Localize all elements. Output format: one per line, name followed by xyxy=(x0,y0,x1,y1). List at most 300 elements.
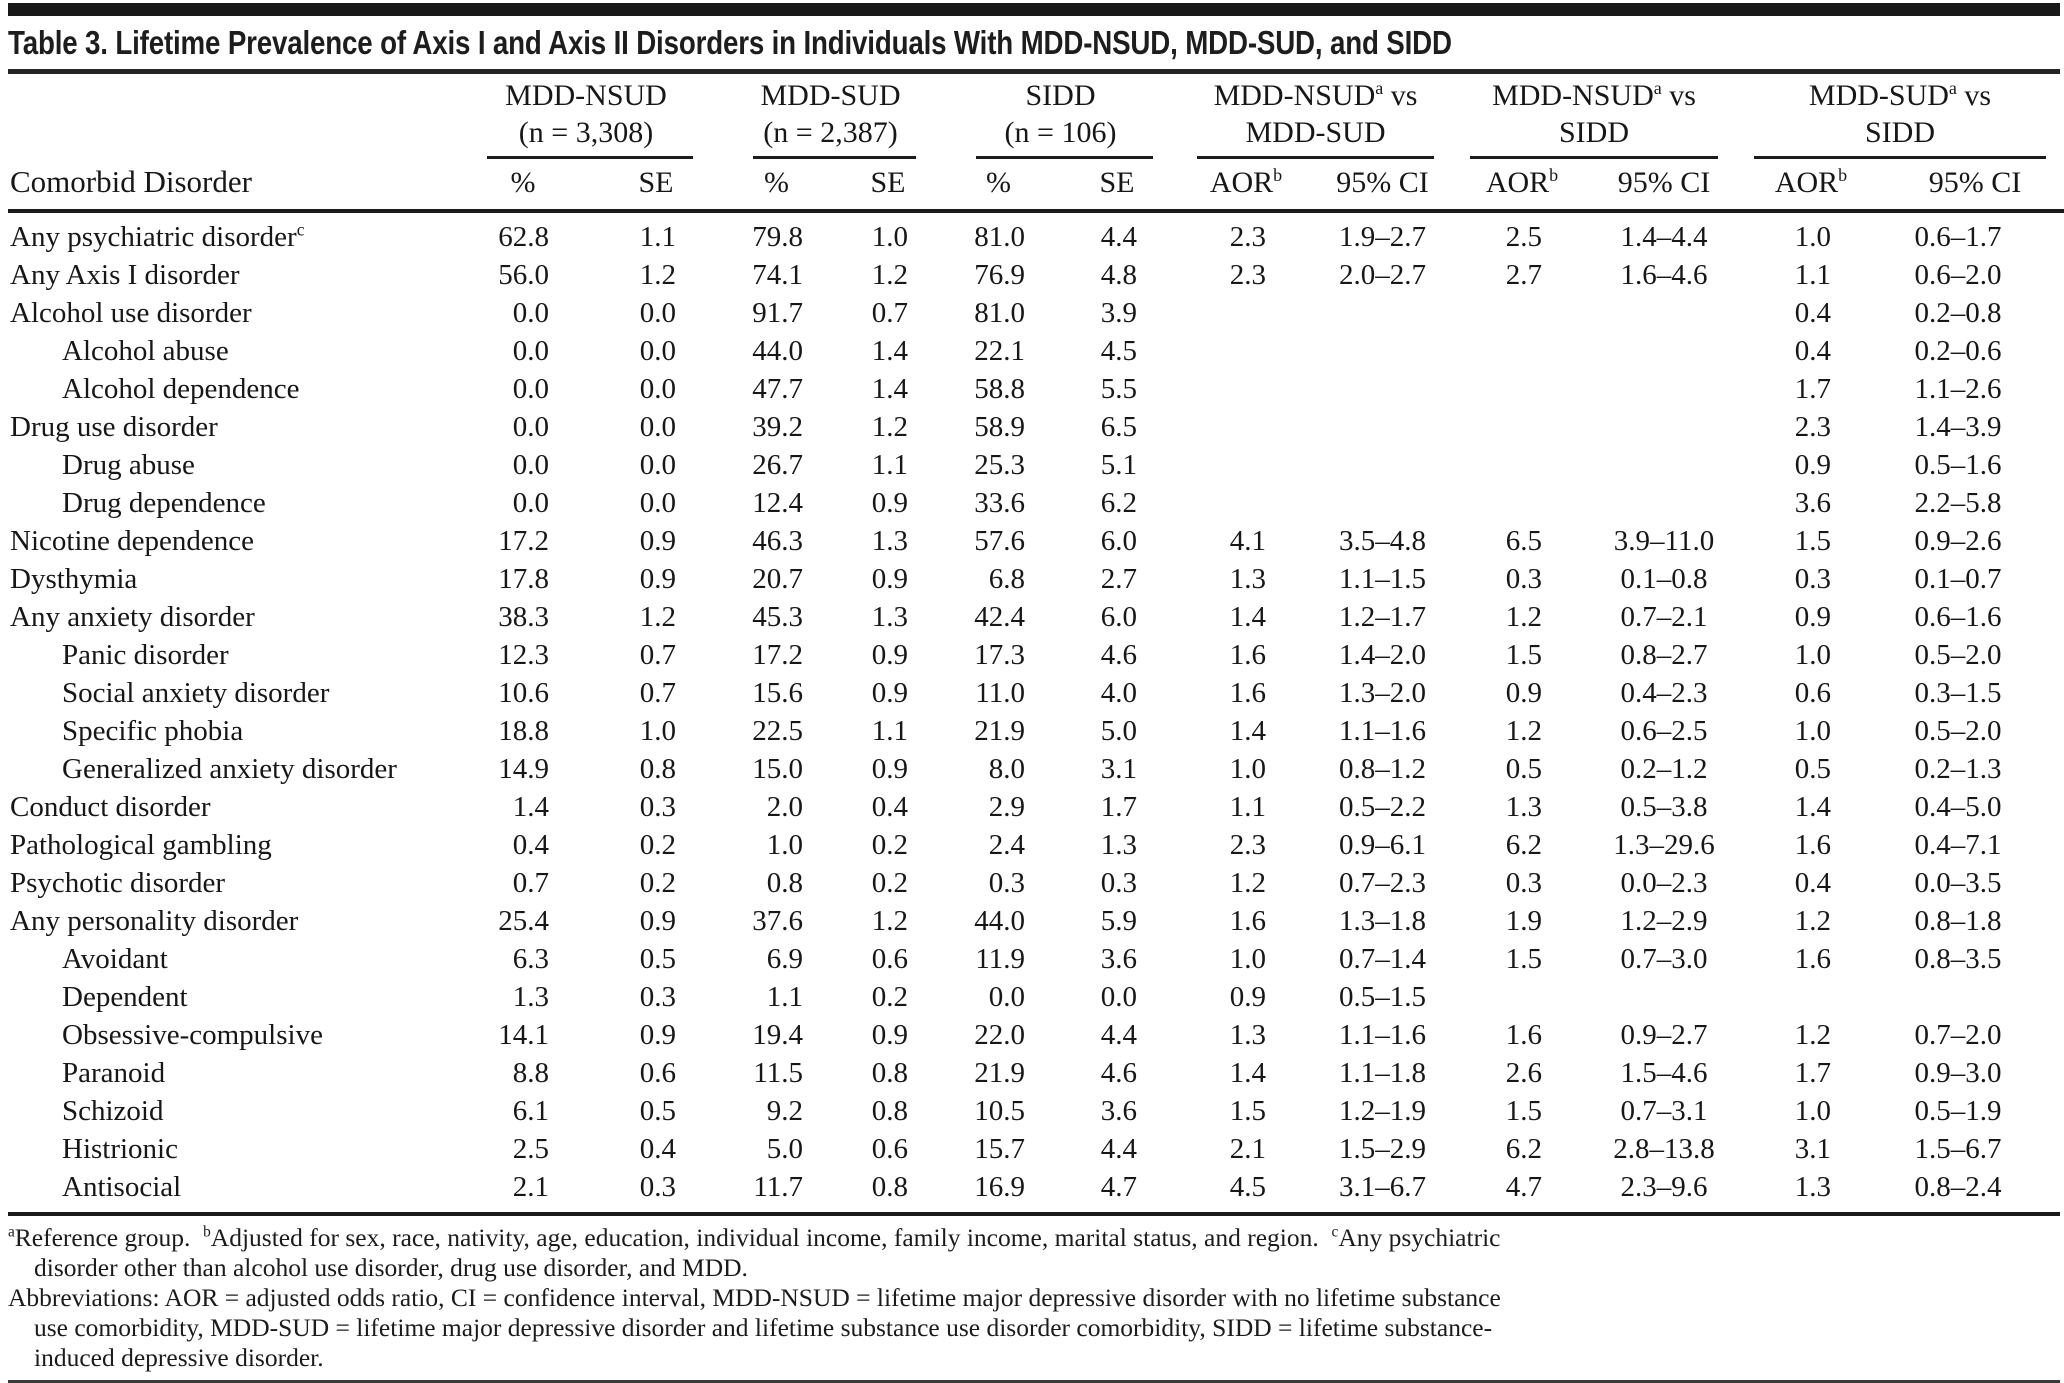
cell: 58.9 xyxy=(974,411,1025,443)
column-group-mdd-nsud xyxy=(453,77,719,159)
cell: 1.3 xyxy=(1100,829,1137,861)
cell: 15.0 xyxy=(752,753,803,785)
cell: 1.1–1.6 xyxy=(1339,715,1426,747)
cell: 1.4 xyxy=(1229,1057,1266,1089)
cell: 25.3 xyxy=(974,449,1025,481)
table-row xyxy=(8,978,2064,1016)
cell: 0.5–2.0 xyxy=(1914,639,2002,671)
cell: 47.7 xyxy=(752,373,803,405)
cell xyxy=(1313,446,1452,484)
cell: 6.3 xyxy=(512,943,549,975)
cell: 0.9 xyxy=(1505,677,1542,709)
cell: 0.7–1.4 xyxy=(1339,943,1426,975)
cell: 0.2 xyxy=(871,829,908,861)
cell: 0.3 xyxy=(639,791,676,823)
cell: 1.3 xyxy=(871,601,908,633)
cell: 0.5–2.2 xyxy=(1339,791,1426,823)
row-header-spacer xyxy=(8,77,453,159)
row-label: Dependent xyxy=(62,981,188,1013)
cell: 2.0–2.7 xyxy=(1339,259,1426,291)
column-header-95-ci: 95% CI xyxy=(1313,159,1452,211)
cell: 6.8 xyxy=(988,563,1025,595)
cell: 1.6 xyxy=(1505,1019,1542,1051)
cell: 21.9 xyxy=(974,1057,1025,1089)
row-label: Panic disorder xyxy=(62,639,229,671)
cell xyxy=(1313,370,1452,408)
cell: 26.7 xyxy=(752,449,803,481)
cell: 22.5 xyxy=(752,715,803,747)
cell: 1.5 xyxy=(1505,943,1542,975)
cell: 1.5 xyxy=(1505,1095,1542,1127)
cell: 1.2 xyxy=(639,259,676,291)
cell xyxy=(1452,484,1592,522)
cell: 0.9 xyxy=(871,639,908,671)
cell: 0.8 xyxy=(871,1171,908,1203)
cell: 0.0 xyxy=(512,335,549,367)
cell: 1.2 xyxy=(871,259,908,291)
cell: 0.6 xyxy=(639,1057,676,1089)
cell xyxy=(1313,484,1452,522)
cell: 0.2–1.2 xyxy=(1620,753,1708,785)
cell: 22.0 xyxy=(974,1019,1025,1051)
cell: 0.3 xyxy=(1100,867,1137,899)
cell: 1.2 xyxy=(1505,715,1542,747)
cell: 0.2 xyxy=(871,867,908,899)
cell: 0.0 xyxy=(512,297,549,329)
cell: 1.5–4.6 xyxy=(1620,1057,1708,1089)
cell: 6.5 xyxy=(1505,525,1542,557)
cell: 0.2 xyxy=(639,867,676,899)
cell: 0.9 xyxy=(871,1019,908,1051)
cell: 0.7–2.3 xyxy=(1339,867,1426,899)
cell: 4.4 xyxy=(1100,1133,1137,1165)
cell: 0.0 xyxy=(639,487,676,519)
cell: 1.4 xyxy=(871,335,908,367)
cell: 0.4 xyxy=(639,1133,676,1165)
cell: 1.2 xyxy=(1229,867,1266,899)
table-row xyxy=(8,826,2064,864)
column-group-title: MDD-NSUD (n = 3,308) xyxy=(505,79,667,149)
cell: 0.9 xyxy=(1229,981,1266,1013)
row-label: Specific phobia xyxy=(62,715,244,747)
cell: 4.4 xyxy=(1100,1019,1137,1051)
cell: 0.8–2.7 xyxy=(1620,639,1708,671)
cell: 10.5 xyxy=(974,1095,1025,1127)
cell: 0.4–5.0 xyxy=(1914,791,2002,823)
cell: 74.1 xyxy=(752,259,803,291)
table-row xyxy=(8,1092,2064,1130)
cell: 4.7 xyxy=(1505,1171,1542,1203)
cell: 8.8 xyxy=(512,1057,549,1089)
cell: 0.0 xyxy=(512,373,549,405)
cell: 11.9 xyxy=(975,943,1025,975)
cell: 0.2–0.6 xyxy=(1914,335,2002,367)
cell: 0.4 xyxy=(871,791,908,823)
table-row xyxy=(8,712,2064,750)
cell: 1.6 xyxy=(1794,943,1831,975)
row-label: Schizoid xyxy=(62,1095,164,1127)
cell xyxy=(1736,978,1886,1016)
cell: 0.9 xyxy=(1794,449,1831,481)
cell: 0.8 xyxy=(871,1095,908,1127)
cell: 1.3–1.8 xyxy=(1339,905,1426,937)
cell: 0.6 xyxy=(1794,677,1831,709)
cell: 1.5–2.9 xyxy=(1339,1133,1426,1165)
row-label: Antisocial xyxy=(62,1171,182,1203)
row-label: Pathological gambling xyxy=(10,829,272,861)
cell: 2.2–5.8 xyxy=(1914,487,2002,519)
cell: 5.9 xyxy=(1100,905,1137,937)
cell: 3.6 xyxy=(1100,1095,1137,1127)
cell: 1.6 xyxy=(1229,905,1266,937)
footnotes xyxy=(8,1223,1538,1373)
cell: 1.9–2.7 xyxy=(1339,221,1426,253)
cell xyxy=(1179,370,1313,408)
cell: 0.3 xyxy=(639,1171,676,1203)
cell xyxy=(1592,978,1736,1016)
cell: 4.0 xyxy=(1100,677,1137,709)
cell: 0.0 xyxy=(639,373,676,405)
cell: 0.7 xyxy=(512,867,549,899)
cell: 0.5–1.5 xyxy=(1339,981,1426,1013)
row-label: Alcohol dependence xyxy=(62,373,300,405)
cell: 1.0 xyxy=(1794,715,1831,747)
cell: 0.9 xyxy=(639,563,676,595)
cell: 1.2 xyxy=(1794,905,1831,937)
cell: 0.4 xyxy=(1794,335,1831,367)
cell: 19.4 xyxy=(752,1019,803,1051)
cell: 0.8–3.5 xyxy=(1914,943,2002,975)
cell: 11.7 xyxy=(753,1171,803,1203)
cell: 81.0 xyxy=(974,297,1025,329)
cell: 0.8–1.2 xyxy=(1339,753,1426,785)
cell: 0.9–6.1 xyxy=(1339,829,1426,861)
column-header-95-ci: 95% CI xyxy=(1886,159,2064,211)
table-row xyxy=(8,674,2064,712)
cell: 15.6 xyxy=(752,677,803,709)
cell: 0.5 xyxy=(639,943,676,975)
cell: 17.2 xyxy=(752,639,803,671)
cell: 6.2 xyxy=(1100,487,1137,519)
cell: 1.1 xyxy=(1229,791,1266,823)
cell xyxy=(1592,408,1736,446)
cell: 0.6–1.7 xyxy=(1914,221,2002,253)
cell: 2.8–13.8 xyxy=(1613,1133,1715,1165)
cell: 57.6 xyxy=(974,525,1025,557)
cell: 25.4 xyxy=(498,905,549,937)
cell: 11.5 xyxy=(753,1057,803,1089)
table-row xyxy=(8,750,2064,788)
cell xyxy=(1452,408,1592,446)
column-header--: % xyxy=(453,159,593,211)
cell: 0.7–3.1 xyxy=(1620,1095,1708,1127)
cell: 3.6 xyxy=(1100,943,1137,975)
cell: 1.1 xyxy=(871,715,908,747)
cell: 0.0 xyxy=(639,449,676,481)
cell: 1.6–4.6 xyxy=(1620,259,1708,291)
cell: 2.7 xyxy=(1505,259,1542,291)
table-row xyxy=(8,256,2064,294)
cell xyxy=(1179,484,1313,522)
cell: 0.4–7.1 xyxy=(1914,829,2002,861)
cell: 8.0 xyxy=(988,753,1025,785)
cell: 81.0 xyxy=(974,221,1025,253)
cell: 1.7 xyxy=(1100,791,1137,823)
cell: 0.6 xyxy=(871,1133,908,1165)
cell: 0.6 xyxy=(871,943,908,975)
table-row xyxy=(8,902,2064,940)
cell: 37.6 xyxy=(752,905,803,937)
cell: 2.1 xyxy=(512,1171,549,1203)
table-row xyxy=(8,484,2064,522)
cell: 5.5 xyxy=(1100,373,1137,405)
footnote-paragraph-1: $^a$Reference group. $^b$Adjusted for sex, race, nativity, age, education, individual income, family income, marital status, and region. $^c$Any psychiatric disorder other than alcohol use disorder, drug use disorder, and MDD. xyxy=(8,1223,1507,1282)
column-header-95-ci: 95% CI xyxy=(1592,159,1736,211)
cell: 2.3 xyxy=(1794,411,1831,443)
cell: 0.5 xyxy=(1794,753,1831,785)
cell xyxy=(1313,332,1452,370)
cell: 0.7 xyxy=(639,639,676,671)
cell: 1.4 xyxy=(1229,601,1266,633)
cell: 1.6 xyxy=(1794,829,1831,861)
column-group-title: MDD-SUD$^a$ vs SIDD xyxy=(1808,78,1992,149)
cell: 3.6 xyxy=(1794,487,1831,519)
cell: 1.0 xyxy=(639,715,676,747)
cell: 1.3 xyxy=(1229,1019,1266,1051)
cell: 2.0 xyxy=(766,791,803,823)
cell: 0.9 xyxy=(871,563,908,595)
table-row xyxy=(8,1130,2064,1168)
cell: 17.2 xyxy=(498,525,549,557)
cell: 79.8 xyxy=(752,221,803,253)
cell: 5.0 xyxy=(1100,715,1137,747)
cell: 4.8 xyxy=(1100,259,1137,291)
cell: 1.1–1.5 xyxy=(1339,563,1426,595)
cell: 18.8 xyxy=(498,715,549,747)
prevalence-table xyxy=(8,77,2064,1206)
cell: 0.0 xyxy=(639,297,676,329)
cell: 1.4–3.9 xyxy=(1914,411,2002,443)
cell xyxy=(1592,332,1736,370)
cell: 1.6 xyxy=(1229,639,1266,671)
cell: 0.8–1.8 xyxy=(1914,905,2002,937)
cell: 0.9–2.7 xyxy=(1620,1019,1708,1051)
cell: 2.1 xyxy=(1229,1133,1266,1165)
cell: 1.0 xyxy=(766,829,803,861)
cell: 0.3 xyxy=(1505,867,1542,899)
cell: 0.9 xyxy=(871,753,908,785)
cell: 0.0–2.3 xyxy=(1620,867,1708,899)
cell: 2.9 xyxy=(988,791,1025,823)
cell: 21.9 xyxy=(974,715,1025,747)
cell: 1.0 xyxy=(1229,753,1266,785)
cell: 46.3 xyxy=(752,525,803,557)
cell: 1.7 xyxy=(1794,1057,1831,1089)
column-header-aor: AOR$^b$ xyxy=(1452,159,1592,211)
cell: 2.3–9.6 xyxy=(1620,1171,1708,1203)
cell: 1.1 xyxy=(1794,259,1831,291)
cell: 0.1–0.7 xyxy=(1914,563,2002,595)
table-header xyxy=(8,77,2064,211)
cell: 1.9 xyxy=(1505,905,1542,937)
cell: 1.1 xyxy=(639,221,676,253)
cell: 1.3 xyxy=(512,981,549,1013)
cell: 3.1 xyxy=(1100,753,1137,785)
cell: 2.3 xyxy=(1229,259,1266,291)
row-label: Drug dependence xyxy=(62,487,266,519)
cell: 0.7 xyxy=(871,297,908,329)
table-body xyxy=(8,211,2064,1206)
cell: 4.7 xyxy=(1100,1171,1137,1203)
cell xyxy=(1452,332,1592,370)
column-header-se: SE xyxy=(593,159,719,211)
cell: 3.1 xyxy=(1794,1133,1831,1165)
cell: 1.4–4.4 xyxy=(1620,221,1708,253)
cell: 0.9 xyxy=(639,525,676,557)
cell: 20.7 xyxy=(752,563,803,595)
table-row xyxy=(8,864,2064,902)
cell: 56.0 xyxy=(498,259,549,291)
table-row xyxy=(8,446,2064,484)
cell: 0.5–1.6 xyxy=(1914,449,2002,481)
column-group-mdd-sud xyxy=(719,77,942,159)
cell: 1.0 xyxy=(1229,943,1266,975)
cell: 0.0 xyxy=(512,411,549,443)
column-group-title: MDD-SUD (n = 2,387) xyxy=(760,79,901,149)
row-label: Alcohol use disorder xyxy=(10,297,252,329)
cell: 2.5 xyxy=(512,1133,549,1165)
cell: 4.1 xyxy=(1229,525,1266,557)
cell: 0.2–0.8 xyxy=(1914,297,2002,329)
table-row xyxy=(8,1168,2064,1206)
cell xyxy=(1313,408,1452,446)
table-row xyxy=(8,211,2064,256)
table-row xyxy=(8,332,2064,370)
cell: 1.1 xyxy=(871,449,908,481)
cell: 0.5–1.9 xyxy=(1914,1095,2002,1127)
cell: 1.3 xyxy=(871,525,908,557)
cell: 1.5–6.7 xyxy=(1914,1133,2002,1165)
row-label: Alcohol abuse xyxy=(62,335,229,367)
cell: 2.6 xyxy=(1505,1057,1542,1089)
cell: 0.3–1.5 xyxy=(1914,677,2002,709)
cell xyxy=(1452,446,1592,484)
cell: 62.8 xyxy=(498,221,549,253)
column-group-title: MDD-NSUD$^a$ vs SIDD xyxy=(1492,78,1696,149)
cell: 91.7 xyxy=(752,297,803,329)
column-group-row xyxy=(8,77,2064,159)
cell xyxy=(1313,294,1452,332)
cell: 3.5–4.8 xyxy=(1339,525,1426,557)
cell: 1.4 xyxy=(871,373,908,405)
cell: 1.3 xyxy=(1505,791,1542,823)
cell: 0.3 xyxy=(988,867,1025,899)
cell: 0.3 xyxy=(1505,563,1542,595)
cell: 1.4 xyxy=(512,791,549,823)
cell: 0.8 xyxy=(766,867,803,899)
cell xyxy=(1592,484,1736,522)
cell xyxy=(1179,332,1313,370)
cell: 6.1 xyxy=(512,1095,549,1127)
cell: 0.5 xyxy=(639,1095,676,1127)
cell: 6.0 xyxy=(1100,525,1137,557)
cell xyxy=(1452,294,1592,332)
cell: 6.0 xyxy=(1100,601,1137,633)
cell: 6.2 xyxy=(1505,1133,1542,1165)
table-row xyxy=(8,940,2064,978)
cell xyxy=(1179,408,1313,446)
cell: 14.1 xyxy=(498,1019,549,1051)
cell: 6.2 xyxy=(1505,829,1542,861)
table-row xyxy=(8,788,2064,826)
cell: 0.6–1.6 xyxy=(1914,601,2002,633)
cell: 2.3 xyxy=(1229,829,1266,861)
cell: 38.3 xyxy=(498,601,549,633)
cell: 1.3–29.6 xyxy=(1613,829,1715,861)
row-label: Drug abuse xyxy=(62,449,195,481)
cell: 0.9 xyxy=(1794,601,1831,633)
column-group-title: SIDD (n = 106) xyxy=(1004,79,1117,149)
table-row xyxy=(8,636,2064,674)
column-header--: % xyxy=(719,159,834,211)
cell: 33.6 xyxy=(974,487,1025,519)
cell: 1.6 xyxy=(1229,677,1266,709)
cell xyxy=(1179,446,1313,484)
cell: 0.2 xyxy=(871,981,908,1013)
cell: 2.4 xyxy=(988,829,1025,861)
cell: 0.5–3.8 xyxy=(1620,791,1708,823)
cell xyxy=(1592,370,1736,408)
cell: 0.6–2.0 xyxy=(1914,259,2002,291)
row-label: Conduct disorder xyxy=(10,791,211,823)
cell: 0.7–2.0 xyxy=(1914,1019,2002,1051)
column-group-mdd-nsud-vs-sidd xyxy=(1452,77,1736,159)
cell: 1.3 xyxy=(1794,1171,1831,1203)
cell: 1.3–2.0 xyxy=(1339,677,1426,709)
cell: 0.0 xyxy=(512,487,549,519)
cell: 4.5 xyxy=(1229,1171,1266,1203)
cell: 1.1–1.8 xyxy=(1339,1057,1426,1089)
cell xyxy=(1452,370,1592,408)
cell: 17.8 xyxy=(498,563,549,595)
cell: 0.3 xyxy=(639,981,676,1013)
row-label: Nicotine dependence xyxy=(10,525,254,557)
cell: 0.0 xyxy=(988,981,1025,1013)
cell: 1.2 xyxy=(1794,1019,1831,1051)
row-label: Social anxiety disorder xyxy=(62,677,330,709)
table-row xyxy=(8,1054,2064,1092)
cell: 0.9 xyxy=(871,487,908,519)
row-header: Comorbid Disorder xyxy=(8,159,453,211)
row-label: Any anxiety disorder xyxy=(10,601,255,633)
cell: 0.9 xyxy=(639,1019,676,1051)
cell: 2.3 xyxy=(1229,221,1266,253)
cell: 3.9 xyxy=(1100,297,1137,329)
cell: 1.2–1.9 xyxy=(1339,1095,1426,1127)
table-row xyxy=(8,598,2064,636)
cell: 39.2 xyxy=(752,411,803,443)
cell xyxy=(1179,294,1313,332)
cell: 2.7 xyxy=(1100,563,1137,595)
cell: 22.1 xyxy=(974,335,1025,367)
cell: 6.5 xyxy=(1100,411,1137,443)
cell: 1.0 xyxy=(1794,1095,1831,1127)
cell: 0.4 xyxy=(512,829,549,861)
cell xyxy=(1886,978,2064,1016)
cell: 1.4 xyxy=(1794,791,1831,823)
cell: 0.0 xyxy=(512,449,549,481)
cell: 0.7–3.0 xyxy=(1620,943,1708,975)
